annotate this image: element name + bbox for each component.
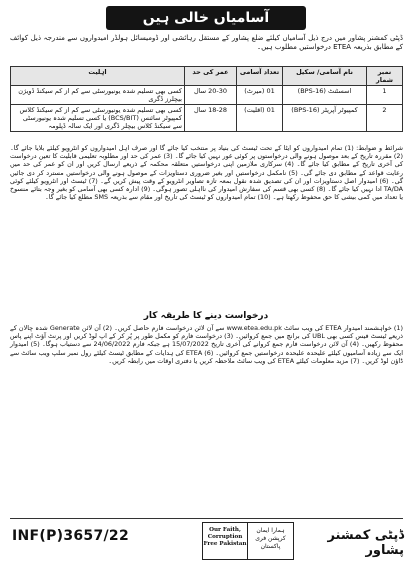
how-to-apply-body: (1) خواہشمند امیدوار ETEA کی ویب سائٹ www.etea.edu.pk سے آن لائن درخواست فارم حاصل کریں۔ (2) آن لائن Generate شدہ چالان کے ذریعے ٹیسٹ فیس کسی بھی UBL کی برانچ میں جمع کروائیں۔ (3) درخواست فارم کو مکمل طور پر پُر کر کے اپ لوڈ کریں اور پرنٹ آؤٹ اپنے پاس محفوظ رکھیں۔ (4) آن لائن درخواست فارم جمع کروانے کی آخری تاریخ 15/07/2022 ہے جبکہ فارم 24/06/2022 سے دستیاب ہوگا۔ (5) امیدوار ایک سے زیادہ آسامیوں کیلئے علیحدہ علیحدہ درخواستیں جمع کروائیں۔ (6) ETEA کی ہدایات کے مطابق ٹیسٹ کیلئے رول نمبر سلپ ویب سائٹ سے ڈاؤن لوڈ کریں۔ (7) مزید معلومات کیلئے ETEA کی ویب سائٹ ملاحظہ کریں یا دفتری اوقات میں رابطہ کریں۔ [10, 324, 404, 365]
header-age: عمر کی حد [185, 67, 237, 86]
header-count: تعداد آسامی [237, 67, 283, 86]
row-serial: 2 [367, 105, 403, 132]
table-row [11, 105, 403, 132]
intro-paragraph: ڈپٹی کمشنر پشاور میں درج ذیل آسامیاں کیلئے ضلع پشاور کے مستقل رہائشی اور ڈومیسائل ہولڈر امیدواروں سے مندرجہ ذیل کوائف کے مطابق بذریعہ ETEA درخواستیں مطلوب ہیں۔ [10, 34, 403, 51]
footer-divider [10, 518, 403, 519]
advertisement-page [6, 4, 407, 561]
row-age: 18-28 سال [185, 105, 237, 132]
signatory: ڈپٹی کمشنر پشاور [327, 528, 404, 558]
header-serial: نمبر شمار [367, 67, 403, 86]
row-age: 20-30 سال [185, 86, 237, 105]
vacancies-banner: آسامیاں خالی ہیں [106, 6, 306, 30]
row-qualification: کسی بھی تسلیم شدہ یونیورسٹی سے کم از کم سیکنڈ ڈویژن بیچلرز ڈگری [11, 86, 185, 105]
row-count: 01 (میرٹ) [237, 86, 283, 105]
inf-number: INF(P)3657/22 [12, 528, 130, 544]
row-serial: 1 [367, 86, 403, 105]
header-post: نام آسامی/ سکیل [283, 67, 367, 86]
row-post: کمپیوٹر آپریٹر (BPS-16) [283, 105, 367, 132]
row-qualification: کسی بھی تسلیم شدہ یونیورسٹی سے کم از کم سیکنڈ کلاس کمپیوٹر سائنس (BCS/BIT) یا کسی تسلیم شدہ یونیورسٹی سے سیکنڈ کلاس بیچلر ڈگری اور ایک سالہ ڈپلومہ [11, 105, 185, 132]
terms-and-conditions: شرائط و ضوابط: (1) تمام امیدواروں کو ایٹا کے تحت ٹیسٹ کی بنیاد پر منتخب کیا جائے گا اور صرف اہل امیدواروں کو انٹرویو کیلئے بلایا جائے گا۔ (2) مقررہ تاریخ کے بعد موصول ہونے والی درخواستوں پر کوئی غور نہیں کیا جائے گا۔ (3) عمر کی حد اور مطلوبہ تعلیمی قابلیت کا تعین درخواست کی آخری تاریخ کے مطابق کیا جائے گا۔ (4) سرکاری ملازمین اپنی درخواستیں متعلقہ محکمہ کے ذریعے ارسال کریں اور ان کو عمر کی حد میں رعایت قواعد کے مطابق دی جائے گی۔ (5) نامکمل درخواستیں اور بغیر ضروری دستاویزات کے موصول ہونے والی درخواستیں مسترد کر دی جائیں گی۔ (6) امیدوار اصل دستاویزات اور ان کی تصدیق شدہ نقول بمعہ تازہ تصاویر انٹرویو کے وقت پیش کریں گے۔ (7) ٹیسٹ اور انٹرویو کیلئے کوئی TA/DA ادا نہیں کیا جائے گا۔ (8) کسی بھی قسم کی سفارش امیدوار کی نااہلی تصور ہوگی۔ (9) ادارہ کسی بھی آسامی کو بغیر وجہ بتائے منسوخ یا تعداد میں کمی بیشی کا حق محفوظ رکھتا ہے۔ (10) تمام امیدواروں کو ٹیسٹ کی تاریخ اور مقام سے بذریعہ SMS مطلع کیا جائے گا۔ [10, 144, 404, 202]
how-to-apply-heading: درخواست دینے کا طریقہ کار [143, 311, 269, 321]
anti-corruption-logo [202, 522, 294, 560]
table-header-row [11, 67, 403, 86]
row-count: 01 (اقلیت) [237, 105, 283, 132]
logo-english-text: Our Faith, Corruption Free Pakistan [203, 523, 248, 559]
logo-urdu-text: ہمارا ایمان کرپشن فری پاکستان [255, 527, 286, 550]
posts-table [10, 66, 403, 132]
row-post: اسسٹنٹ (BPS-16) [283, 86, 367, 105]
header-qualification: اہلیت [11, 67, 185, 86]
table-row [11, 86, 403, 105]
